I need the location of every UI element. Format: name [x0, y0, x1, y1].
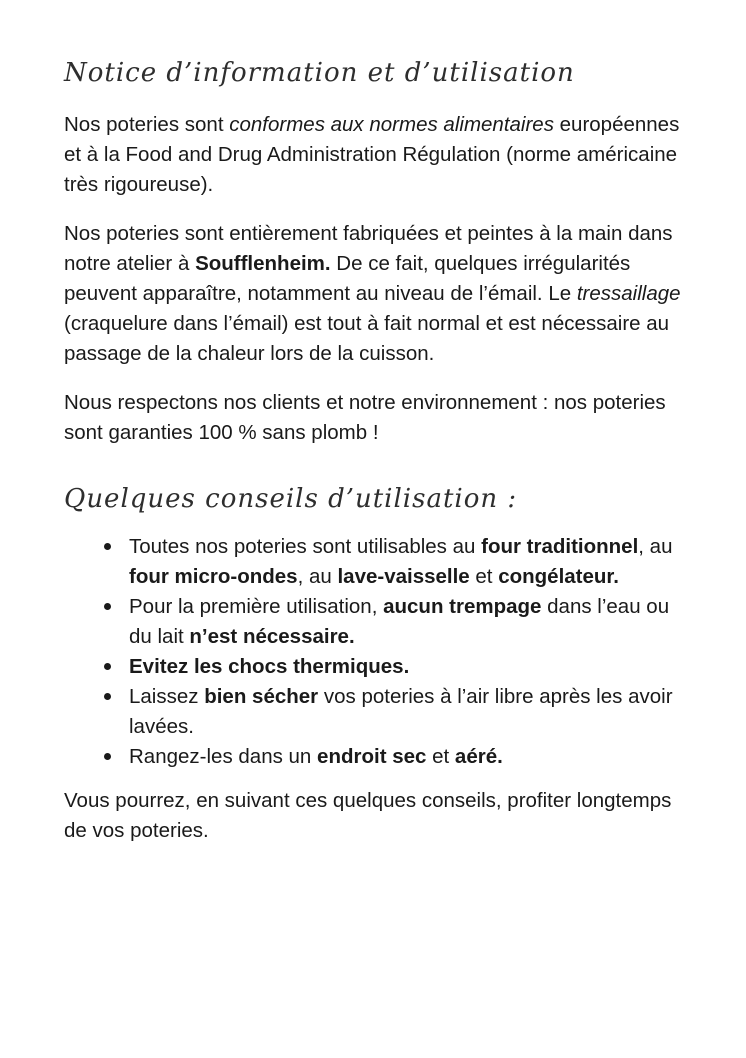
- tips-list: [102, 532, 684, 772]
- bullet-icon: [104, 543, 111, 550]
- paragraph-norms: Nos poteries sont conformes aux normes alimentaires européennes et à la Food and Drug Administration Régulation (norme américaine très rigoureuse).: [64, 113, 680, 196]
- paragraph-handmade: Nos poteries sont entièrement fabriquées et peintes à la main dans notre atelier à Soufflenheim. De ce fait, quelques irrégularités peuvent apparaître, notamment au niveau de l’émail. Le tressaillage (craquelure dans l’émail) est tout à fait normal et est nécessaire au passage de la chaleur lors de la cuisson.: [64, 222, 681, 365]
- bullet-icon: [104, 693, 111, 700]
- list-item: Laissez bien sécher vos poteries à l’air libre après les avoir lavées.: [102, 682, 684, 742]
- section-heading-tips: Quelques conseils d’utilisation :: [64, 484, 518, 514]
- list-item: Evitez les chocs thermiques.: [102, 652, 684, 682]
- bullet-icon: [104, 663, 111, 670]
- bullet-icon: [104, 603, 111, 610]
- list-item: Pour la première utilisation, aucun trempage dans l’eau ou du lait n’est nécessaire.: [102, 592, 684, 652]
- list-item: Rangez-les dans un endroit sec et aéré.: [102, 742, 684, 772]
- bullet-icon: [104, 753, 111, 760]
- paragraph-closing: Vous pourrez, en suivant ces quelques conseils, profiter longtemps de vos poteries.: [64, 789, 672, 842]
- list-item: Toutes nos poteries sont utilisables au four traditionnel, au four micro-ondes, au lave-vaisselle et congélateur.: [102, 532, 684, 592]
- paragraph-lead-free: Nous respectons nos clients et notre environnement : nos poteries sont garanties 100 % sans plomb !: [64, 391, 666, 444]
- document-title: Notice d’information et d’utilisation: [64, 58, 575, 88]
